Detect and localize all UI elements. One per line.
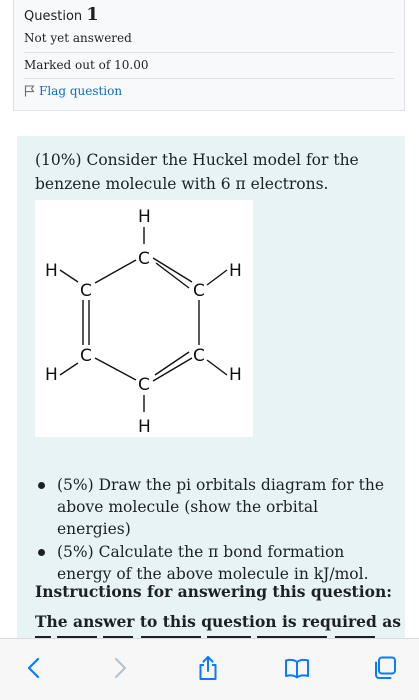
atom-h-top: H (138, 207, 151, 227)
question-part: (5%) Draw the pi orbitals diagram for the above molecule (show the orbital energies) (35, 474, 395, 540)
flag-icon (24, 85, 35, 97)
question-state: Not yet answered (24, 31, 132, 45)
question-prompt: (10%) Consider the Huckel model for the benzene molecule with 6 π electrons. (35, 151, 359, 193)
forward-chevron-icon (106, 655, 132, 681)
flag-question-label: Flag question (39, 84, 123, 98)
tabs-icon (372, 655, 398, 681)
forward-button[interactable] (104, 653, 134, 683)
question-formulation (17, 136, 405, 638)
bookmarks-icon (284, 655, 310, 681)
info-divider (24, 52, 394, 53)
browser-toolbar (0, 638, 419, 700)
question-part: (5%) Calculate the π bond formation energy of the above molecule in kJ/mol. (35, 541, 395, 585)
atom-c-top: C (138, 249, 150, 269)
question-title (24, 4, 99, 25)
atom-c-top-left: C (80, 281, 92, 301)
atom-c-bottom: C (138, 375, 150, 395)
bookmarks-button[interactable] (282, 653, 312, 683)
atom-c-bottom-left: C (80, 346, 92, 366)
benzene-diagram (35, 200, 253, 437)
question-parts-list (35, 474, 395, 586)
back-button[interactable] (20, 653, 50, 683)
atom-c-bottom-right: C (193, 346, 205, 366)
share-button[interactable] (193, 653, 223, 683)
atom-h-bottom: H (138, 417, 151, 437)
share-icon (195, 655, 221, 681)
question-info-panel (13, 0, 405, 111)
flag-question-link[interactable] (24, 84, 122, 98)
atom-h-top-right: H (229, 261, 242, 281)
atom-c-top-right: C (193, 281, 205, 301)
atom-h-bottom-left: H (45, 365, 58, 385)
instructions-heading: Instructions for answering this question: (35, 582, 392, 601)
atom-h-bottom-right: H (229, 365, 242, 385)
benzene-structure-image (35, 200, 253, 437)
question-marks: Marked out of 10.00 (24, 58, 149, 72)
back-chevron-icon (22, 655, 48, 681)
atom-h-top-left: H (45, 261, 58, 281)
info-divider (24, 78, 394, 79)
question-number: 1 (86, 4, 99, 25)
tabs-button[interactable] (370, 653, 400, 683)
instructions-text: The answer to this question is required as (35, 612, 402, 631)
question-prefix: Question (24, 9, 83, 24)
